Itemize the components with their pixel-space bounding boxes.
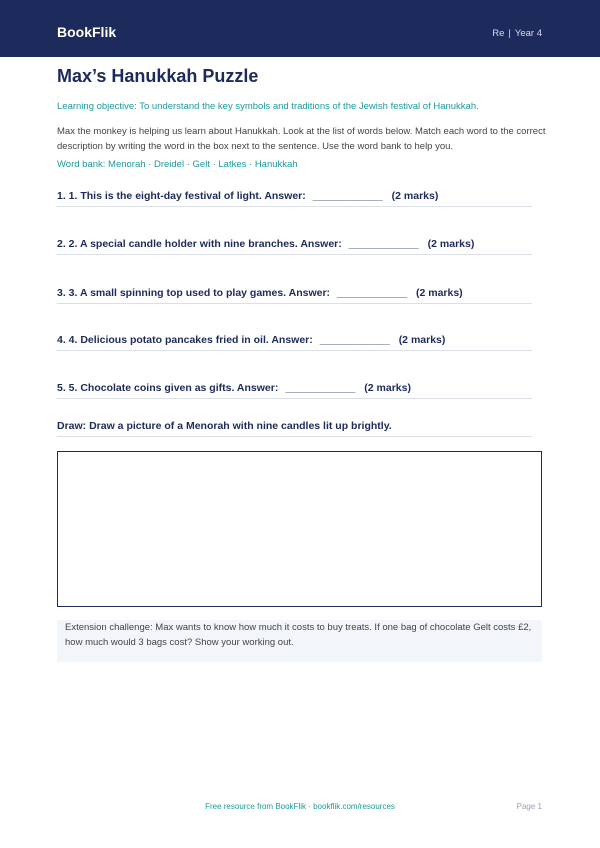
question-text: 3. 3. A small spinning top used to play games. Answer: bbox=[57, 287, 331, 299]
answer-blank[interactable]: ____________ bbox=[285, 382, 356, 394]
draw-prompt bbox=[57, 420, 532, 437]
question-marks: (2 marks) bbox=[415, 287, 463, 299]
question-text: 4. 4. Delicious potato pancakes fried in oil. Answer: bbox=[57, 334, 313, 346]
year-label: Year 4 bbox=[514, 28, 542, 39]
answer-blank[interactable]: ____________ bbox=[348, 238, 419, 250]
header-meta bbox=[492, 28, 542, 39]
brand-logo: BookFlik bbox=[57, 24, 117, 40]
question-2 bbox=[57, 238, 532, 255]
question-marks: (2 marks) bbox=[398, 334, 446, 346]
word-bank: Word bank: Menorah · Dreidel · Gelt · Latkes · Hanukkah bbox=[57, 159, 298, 170]
draw-prompt-text: Draw: Draw a picture of a Menorah with nine candles lit up brightly. bbox=[57, 420, 392, 432]
learning-objective: Learning objective: To understand the key symbols and traditions of the Jewish festival of Hanukkah. bbox=[57, 101, 479, 112]
question-4 bbox=[57, 334, 532, 351]
intro-text: Max the monkey is helping us learn about Hanukkah. Look at the list of words below. Match each word to the correct description by writing the word in the box next to the sentence. Use the word bank to help you. bbox=[57, 126, 546, 152]
page-header bbox=[0, 0, 600, 57]
answer-blank[interactable]: ____________ bbox=[312, 190, 383, 202]
page-number: Page 1 bbox=[516, 802, 542, 811]
extension-challenge bbox=[57, 620, 542, 662]
meta-separator: | bbox=[508, 28, 511, 39]
subject-label: Re bbox=[492, 28, 505, 39]
page-title: Max’s Hanukkah Puzzle bbox=[57, 66, 259, 86]
drawing-box[interactable] bbox=[57, 451, 542, 607]
question-marks: (2 marks) bbox=[427, 238, 475, 250]
question-marks: (2 marks) bbox=[391, 190, 439, 202]
answer-blank[interactable]: ____________ bbox=[319, 334, 390, 346]
question-text: 2. 2. A special candle holder with nine branches. Answer: bbox=[57, 238, 342, 250]
extension-text: Extension challenge: Max wants to know how much it costs to buy treats. If one bag of chocolate Gelt costs £2, how much would 3 bags cost? Show your working out. bbox=[65, 622, 532, 648]
question-text: 5. 5. Chocolate coins given as gifts. Answer: bbox=[57, 382, 279, 394]
question-text: 1. 1. This is the eight-day festival of light. Answer: bbox=[57, 190, 306, 202]
question-3 bbox=[57, 287, 532, 304]
answer-blank[interactable]: ____________ bbox=[336, 287, 408, 299]
footer-link[interactable]: Free resource from BookFlik · bookflik.com/resources bbox=[205, 802, 395, 811]
question-1 bbox=[57, 190, 532, 207]
question-5 bbox=[57, 382, 532, 399]
question-marks: (2 marks) bbox=[364, 382, 411, 394]
